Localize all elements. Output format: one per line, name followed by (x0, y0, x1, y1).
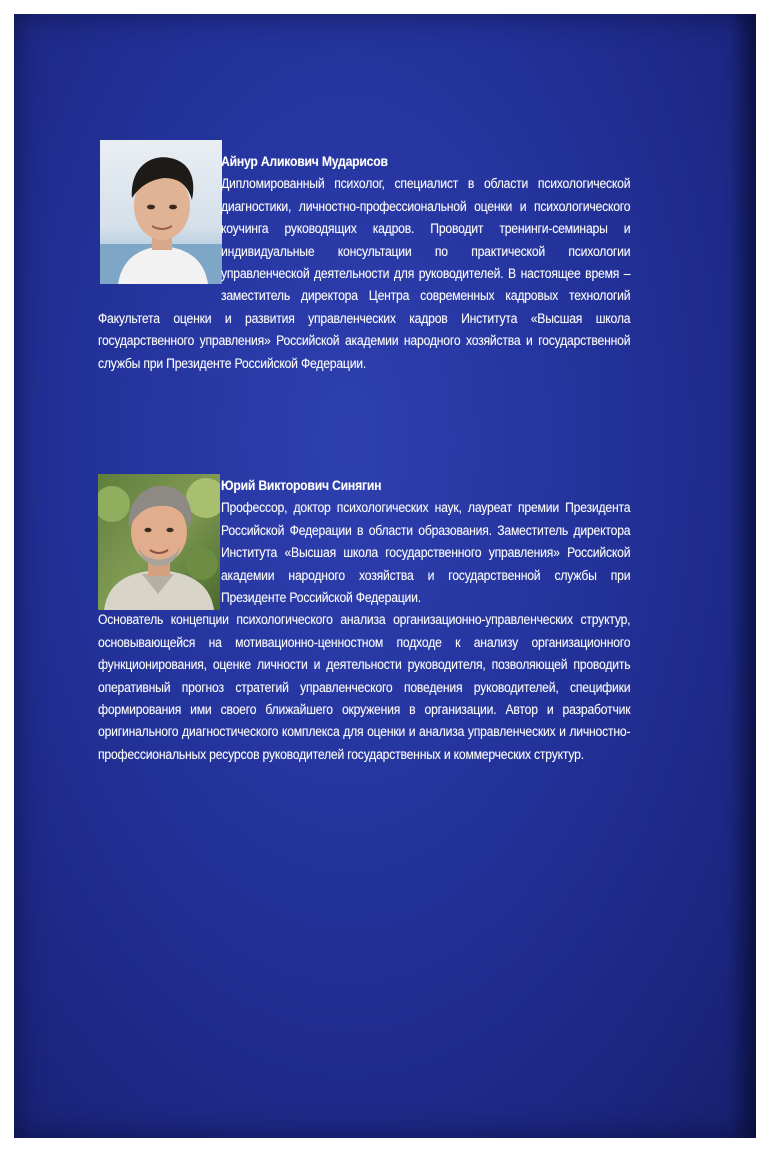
book-back-cover (14, 14, 756, 1138)
author2-bio-text: Профессор, доктор психологических наук, лауреат премии Президента Российской Федерации в области образования. Заместитель директора Института «Высшая школа государственного управления» Российской академии народного хозяйства и государственной службы при Президенте Российской Федерации. (220, 500, 631, 607)
author1-name: Айнур Аликович Мударисов (220, 154, 388, 170)
author2-bio-block (98, 475, 630, 766)
author1-bio-block (98, 151, 630, 375)
author2-bio-extra-text: Основатель концепции психологического анализа организационно-управленческих структур, основывающейся на мотивационно-ценностном подходе к анализу организационного функционирования, оценке личности и деятельности руководителя, позволяющей проводить оперативный прогноз стратегий управленческого поведения руководителей, специфики формирования ими своего ближайшего окружения в организации. Автор и разработчик оригинального диагностического комплекса для оценки и анализа управленческих и личностно-профессиональных ресурсов руководителей государственных и коммерческих структур. (98, 612, 631, 763)
photo-spacer (98, 151, 221, 287)
author2-name: Юрий Викторович Синягин (220, 478, 382, 494)
cover-spine-shadow (730, 14, 756, 1138)
photo-spacer (98, 475, 221, 609)
author1-bio-text: Дипломированный психолог, специалист в области психологической диагностики, личностно-профессиональной оценки и психологического коучинга руководящих кадров. Проводит тренинги-семинары и индивидуальные консультации по практической психологии управленческой деятельности для руководителей. В настоящее время – заместитель директора Центра современных кадровых технологий Факультета оценки и развития управленческих кадров Института «Высшая школа государственного управления» Российской академии народного хозяйства и государственной службы при Президенте Российской Федерации. (98, 176, 631, 372)
